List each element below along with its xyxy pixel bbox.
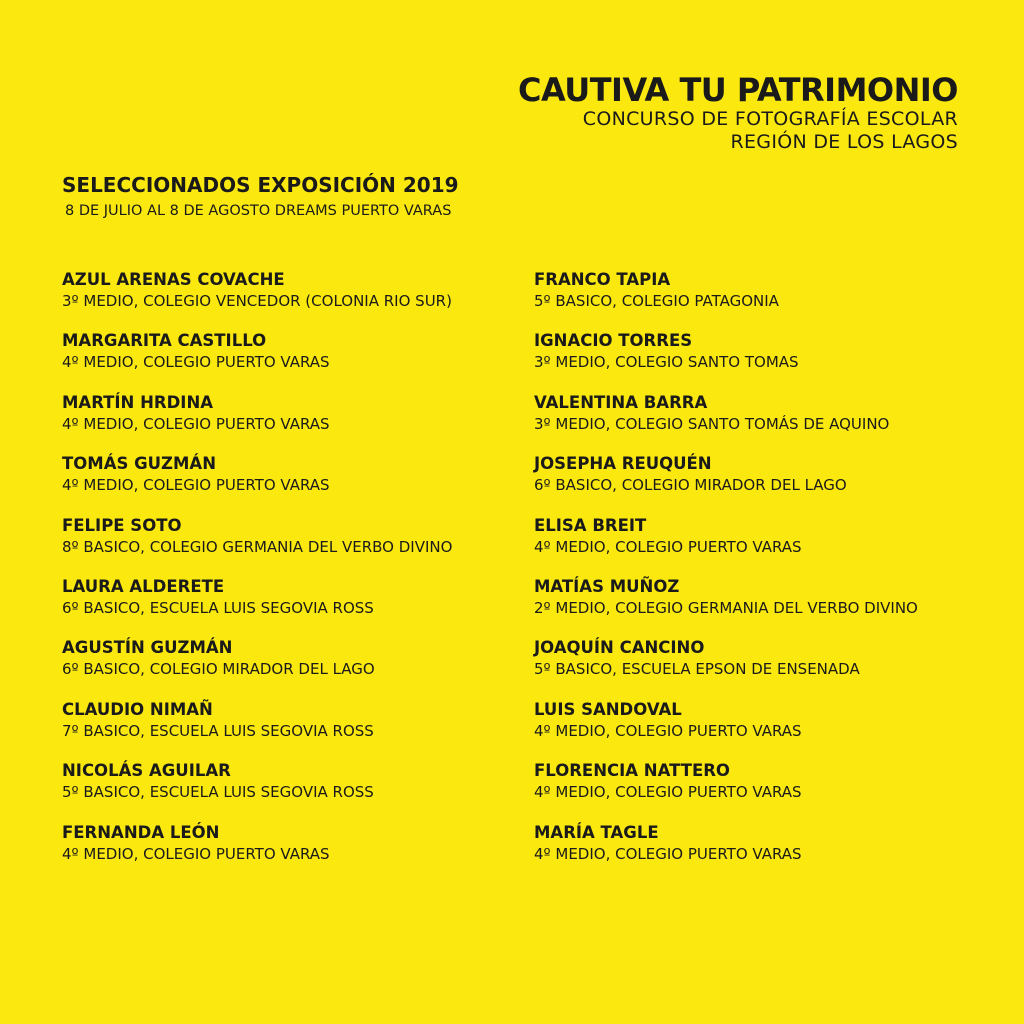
list-item [62, 270, 502, 331]
region-subtitle: REGIÓN DE LOS LAGOS [730, 131, 958, 153]
student-name: FRANCO TAPIA [534, 270, 671, 289]
student-school: 3º MEDIO, COLEGIO VENCEDOR (COLONIA RIO SUR) [62, 292, 452, 310]
student-name: MARGARITA CASTILLO [62, 331, 267, 351]
list-item [534, 700, 974, 761]
student-name: FLORENCIA NATTERO [534, 761, 730, 781]
student-name: ELISA BREIT [534, 515, 647, 535]
left-column [62, 270, 502, 884]
list-item [534, 638, 974, 699]
student-school: 7º BASICO, ESCUELA LUIS SEGOVIA ROSS [62, 721, 374, 740]
student-school: 4º MEDIO, COLEGIO PUERTO VARAS [62, 476, 330, 495]
student-school: 6º BASICO, COLEGIO MIRADOR DEL LAGO [534, 476, 847, 495]
student-name: LUIS SANDOVAL [534, 699, 682, 719]
student-school: 4º MEDIO, COLEGIO PUERTO VARAS [534, 844, 802, 863]
contest-subtitle: CONCURSO DE FOTOGRAFÍA ESCOLAR [582, 108, 958, 130]
student-name: NICOLÁS AGUILAR [62, 761, 231, 781]
student-school: 3º MEDIO, COLEGIO SANTO TOMAS [534, 353, 799, 372]
section-header [62, 172, 459, 221]
student-name: JOAQUÍN CANCINO [534, 638, 705, 658]
student-name: FERNANDA LEÓN [62, 822, 220, 842]
list-item [62, 393, 502, 454]
student-name: VALENTINA BARRA [534, 392, 708, 412]
student-name: TOMÁS GUZMÁN [62, 454, 217, 474]
list-item [534, 761, 974, 822]
list-item [534, 393, 974, 454]
student-school: 4º MEDIO, COLEGIO PUERTO VARAS [534, 721, 802, 740]
student-school: 8º BASICO, COLEGIO GERMANIA DEL VERBO DIVINO [62, 537, 453, 556]
student-name: FELIPE SOTO [62, 515, 182, 535]
list-item [62, 331, 502, 392]
page-title: CAUTIVA TU PATRIMONIO [517, 71, 958, 109]
student-school: 2º MEDIO, COLEGIO GERMANIA DEL VERBO DIVINO [534, 598, 918, 617]
list-item [534, 577, 974, 638]
student-name: MARTÍN HRDINA [62, 392, 214, 412]
list-item [534, 331, 974, 392]
student-school: 5º BASICO, ESCUELA EPSON DE ENSENADA [534, 660, 860, 679]
student-school: 6º BASICO, ESCUELA LUIS SEGOVIA ROSS [62, 598, 374, 617]
student-name: LAURA ALDERETE [62, 576, 225, 596]
student-school: 3º MEDIO, COLEGIO SANTO TOMÁS DE AQUINO [534, 414, 890, 433]
section-title: SELECCIONADOS EXPOSICIÓN 2019 [62, 173, 459, 197]
student-school: 6º BASICO, COLEGIO MIRADOR DEL LAGO [62, 660, 375, 679]
right-column [534, 270, 974, 884]
header [518, 72, 958, 154]
student-name: AZUL ARENAS COVACHE [62, 270, 285, 289]
student-school: 4º MEDIO, COLEGIO PUERTO VARAS [534, 783, 802, 802]
student-name: CLAUDIO NIMAÑ [62, 699, 213, 719]
list-item [62, 577, 502, 638]
student-school: 4º MEDIO, COLEGIO PUERTO VARAS [534, 537, 802, 556]
list-item [534, 516, 974, 577]
exhibition-dates: 8 DE JULIO AL 8 DE AGOSTO DREAMS PUERTO VARAS [65, 203, 452, 219]
student-name: AGUSTÍN GUZMÁN [62, 638, 233, 658]
student-name: MARÍA TAGLE [534, 822, 659, 842]
student-name: MATÍAS MUÑOZ [534, 576, 680, 596]
student-school: 5º BASICO, ESCUELA LUIS SEGOVIA ROSS [62, 783, 374, 802]
list-item [62, 454, 502, 515]
student-school: 4º MEDIO, COLEGIO PUERTO VARAS [62, 844, 330, 863]
student-name: IGNACIO TORRES [534, 331, 693, 351]
list-item [534, 270, 974, 331]
list-item [62, 761, 502, 822]
list-item [62, 516, 502, 577]
student-name: JOSEPHA REUQUÉN [534, 454, 712, 474]
student-school: 4º MEDIO, COLEGIO PUERTO VARAS [62, 353, 330, 372]
list-item [534, 454, 974, 515]
list-item [62, 700, 502, 761]
student-school: 5º BASICO, COLEGIO PATAGONIA [534, 292, 779, 310]
list-item [62, 823, 502, 884]
list-item [534, 823, 974, 884]
student-school: 4º MEDIO, COLEGIO PUERTO VARAS [62, 414, 330, 433]
list-item [62, 638, 502, 699]
